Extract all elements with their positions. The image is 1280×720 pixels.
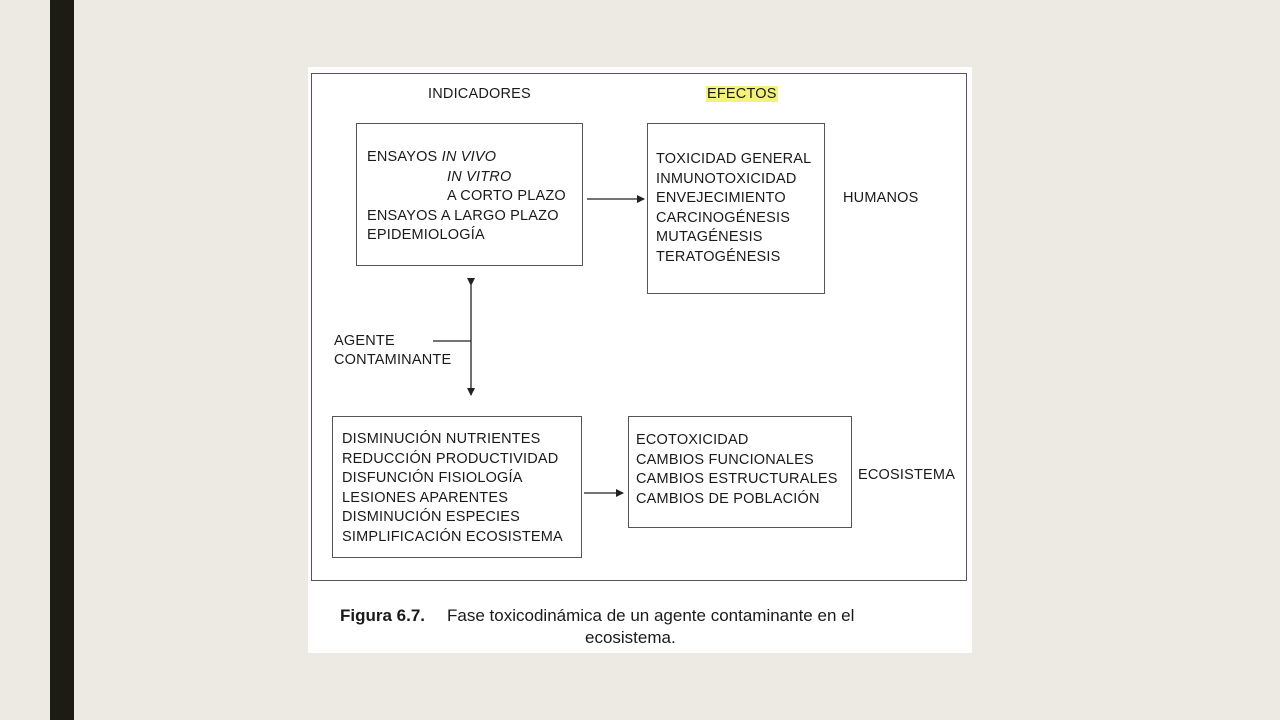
caption-number: Figura 6.7. — [340, 606, 426, 625]
agent-label-line2: CONTAMINANTE — [334, 352, 452, 368]
header-indicators: INDICADORES — [428, 86, 531, 102]
slide-side-bar — [50, 0, 74, 720]
indicators-box: ENSAYOS IN VIVO IN VITRO A CORTO PLAZO ENSAYOS A LARGO PLAZO EPIDEMIOLOGÍA — [356, 123, 583, 266]
ecosystem-label: ECOSISTEMA — [858, 467, 956, 483]
humans-label: HUMANOS — [843, 190, 919, 206]
figure-image — [308, 67, 972, 653]
header-effects: EFECTOS — [707, 86, 777, 102]
agent-label-line1: AGENTE — [334, 333, 395, 349]
eco-effects-box: ECOTOXICIDAD CAMBIOS FUNCIONALES CAMBIOS ESTRUCTURALES CAMBIOS DE POBLACIÓN — [628, 416, 852, 528]
caption-text-line2: ecosistema. — [585, 628, 676, 647]
figure-caption — [340, 605, 960, 647]
eco-indicators-box: DISMINUCIÓN NUTRIENTES REDUCCIÓN PRODUCTIVIDAD DISFUNCIÓN FISIOLOGÍA LESIONES APARENTES DISMINUCIÓN ESPECIES SIMPLIFICACIÓN ECOSISTEMA — [332, 416, 582, 558]
caption-text-line1: Fase toxicodinámica de un agente contaminante en el — [447, 606, 855, 625]
human-effects-box: TOXICIDAD GENERAL INMUNOTOXICIDAD ENVEJECIMIENTO CARCINOGÉNESIS MUTAGÉNESIS TERATOGÉNESIS — [647, 123, 825, 294]
